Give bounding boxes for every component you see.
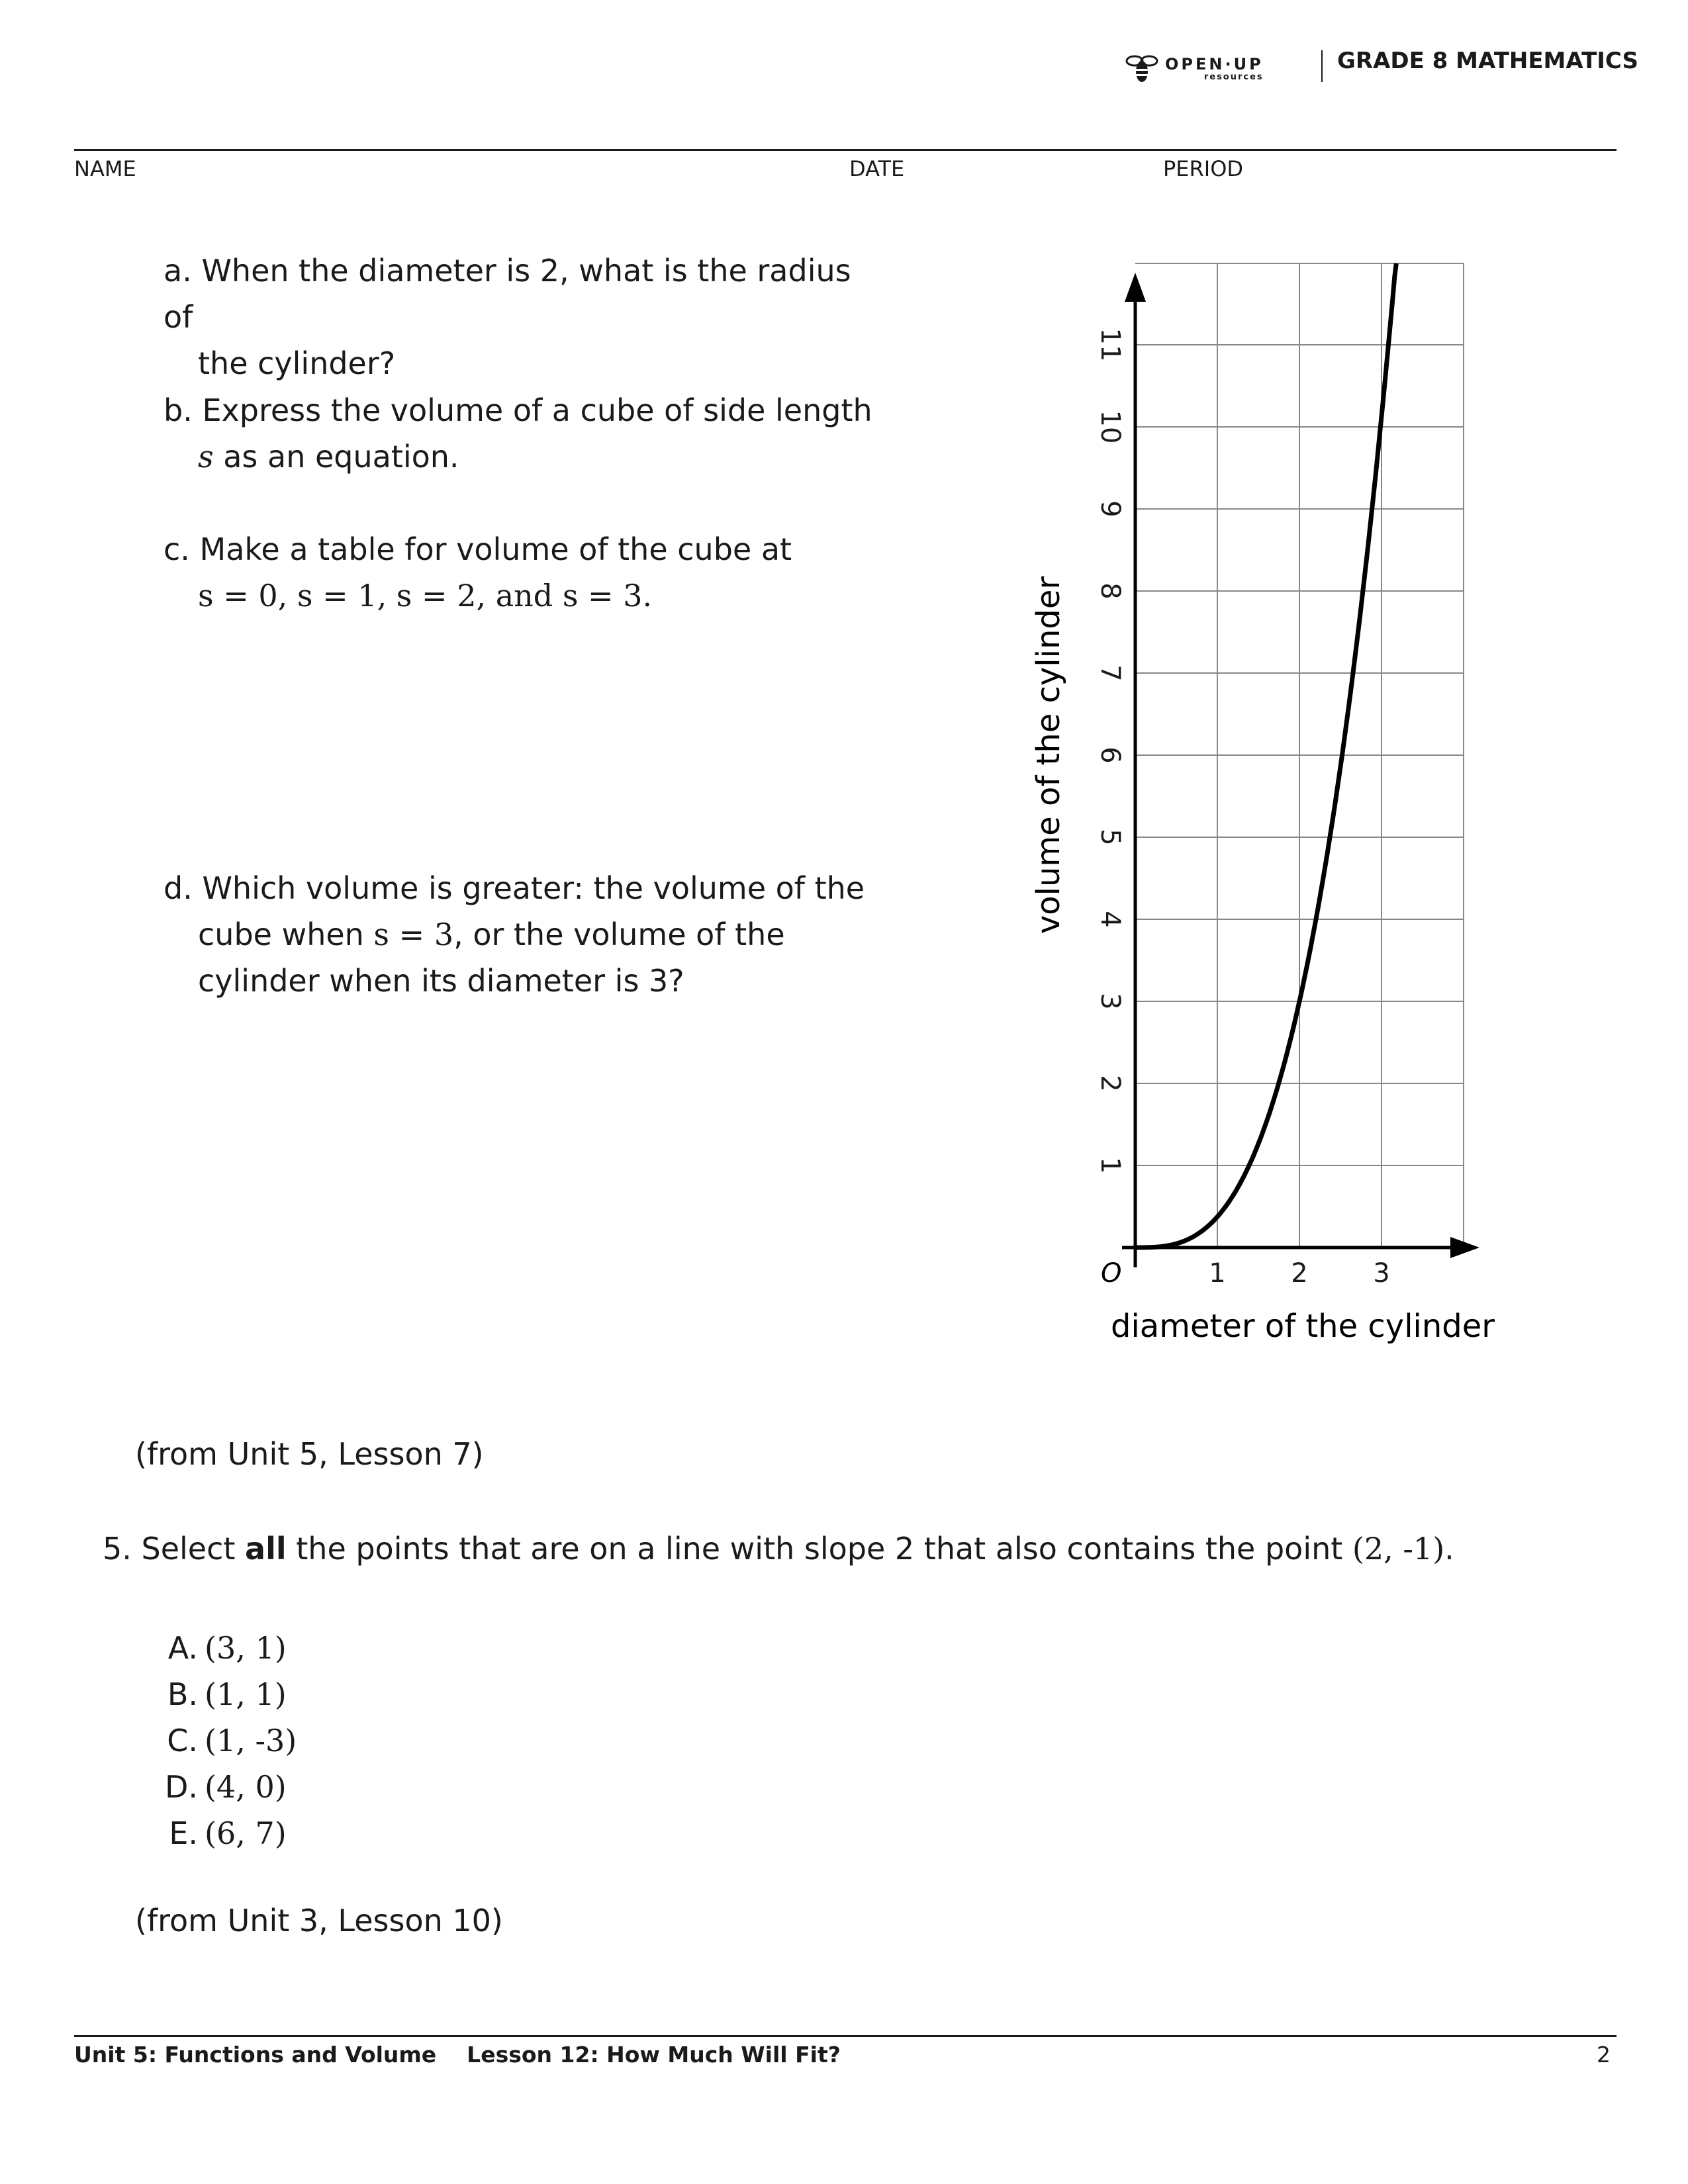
- y-tick-label: 11: [1095, 328, 1125, 362]
- part-d-math: s = 3: [373, 917, 454, 952]
- grade-title: GRADE 8 MATHEMATICS: [1337, 48, 1638, 74]
- bottom-rule: [74, 2035, 1617, 2037]
- choice-value: (1, 1): [205, 1676, 287, 1712]
- chart-axes: [1122, 273, 1479, 1267]
- part-c-line2: s = 0, s = 1, s = 2, and s = 3.: [198, 578, 653, 614]
- origin-label: O: [1101, 1258, 1122, 1289]
- source-problem-4: (from Unit 5, Lesson 7): [135, 1436, 484, 1472]
- source-problem-5: (from Unit 3, Lesson 10): [135, 1903, 503, 1938]
- problem-5-text-a: Select: [141, 1531, 246, 1567]
- problem-5-point: (2, -1): [1352, 1531, 1445, 1567]
- y-tick-label: 2: [1095, 1075, 1125, 1092]
- problem-5-bold: all: [245, 1531, 287, 1567]
- choice-c[interactable]: [161, 1717, 297, 1764]
- volume-chart: [1013, 251, 1503, 1350]
- y-tick-label: 1: [1095, 1157, 1125, 1174]
- brand-sub: resources: [1203, 71, 1264, 82]
- choice-d[interactable]: [161, 1764, 297, 1810]
- y-axis-label: volume of the cylinder: [1030, 576, 1067, 934]
- name-label: NAME: [74, 156, 136, 181]
- part-a: [164, 248, 878, 387]
- x-tick-label: 3: [1373, 1258, 1390, 1289]
- part-d-line2a: cube when: [198, 917, 374, 952]
- part-b-label: b.: [164, 392, 193, 428]
- y-tick-label: 4: [1095, 911, 1125, 928]
- y-tick-label: 8: [1095, 582, 1125, 600]
- top-rule: [74, 149, 1617, 151]
- problem-5-number: 5.: [103, 1531, 132, 1567]
- problem-5-text-b: the points that are on a line with slope 2 that also contains the point: [286, 1531, 1352, 1567]
- choice-list: [161, 1625, 297, 1856]
- choice-value: (4, 0): [205, 1769, 287, 1805]
- problem-5: [103, 1525, 1592, 1572]
- part-b-line1: Express the volume of a cube of side length: [202, 392, 872, 428]
- part-b-line2: as an equation.: [213, 439, 459, 475]
- page-number: 2: [1597, 2042, 1611, 2068]
- choice-value: (6, 7): [205, 1815, 287, 1851]
- header-separator: [1321, 50, 1323, 82]
- choice-letter: B.: [167, 1676, 198, 1712]
- part-d: [164, 865, 878, 1004]
- choice-value: (1, -3): [205, 1723, 297, 1758]
- period-label: PERIOD: [1163, 156, 1244, 181]
- problem-5-period: .: [1444, 1531, 1454, 1567]
- choice-letter: C.: [167, 1723, 198, 1758]
- y-tick-label: 9: [1095, 500, 1125, 518]
- bee-icon: [1125, 50, 1158, 87]
- chart-grid: [1135, 263, 1464, 1248]
- x-tick-label: 2: [1291, 1258, 1308, 1289]
- choice-e[interactable]: [161, 1810, 297, 1856]
- publisher-logo: [1125, 50, 1264, 87]
- part-a-line1: When the diameter is 2, what is the radius of: [164, 253, 851, 335]
- x-tick-labels: [1209, 1258, 1389, 1289]
- footer-lesson: Lesson 12: How Much Will Fit?: [467, 2042, 841, 2068]
- choice-a[interactable]: [161, 1625, 297, 1671]
- choice-letter: A.: [167, 1630, 198, 1666]
- part-c: [164, 526, 878, 619]
- brand-name: OPEN·UP: [1165, 54, 1264, 73]
- y-tick-label: 3: [1095, 993, 1125, 1010]
- footer-unit: Unit 5: Functions and Volume: [74, 2042, 437, 2068]
- part-d-line2b: , or the volume of the: [453, 917, 785, 952]
- part-c-line1: Make a table for volume of the cube at: [199, 531, 792, 567]
- choice-letter: E.: [169, 1815, 198, 1851]
- choice-b[interactable]: [161, 1671, 297, 1717]
- date-label: DATE: [849, 156, 905, 181]
- x-axis-label: diameter of the cylinder: [1110, 1308, 1495, 1345]
- y-axis-arrow-icon: [1125, 273, 1146, 302]
- part-b: [164, 387, 878, 480]
- part-b-var: s: [198, 439, 214, 475]
- footer-course: [74, 2042, 841, 2068]
- part-a-label: a.: [164, 253, 192, 289]
- x-axis-arrow-icon: [1450, 1237, 1479, 1258]
- part-c-label: c.: [164, 531, 190, 567]
- choice-letter: D.: [164, 1769, 198, 1805]
- y-tick-label: 10: [1095, 410, 1125, 444]
- part-a-line2: the cylinder?: [198, 345, 396, 381]
- y-tick-label: 6: [1095, 747, 1125, 764]
- part-d-label: d.: [164, 870, 193, 906]
- y-tick-labels: [1095, 328, 1125, 1174]
- part-d-line3: cylinder when its diameter is 3?: [198, 963, 684, 999]
- y-tick-label: 7: [1095, 664, 1125, 682]
- x-tick-label: 1: [1209, 1258, 1226, 1289]
- part-d-line1: Which volume is greater: the volume of the: [202, 870, 865, 906]
- y-tick-label: 5: [1095, 829, 1125, 846]
- choice-value: (3, 1): [205, 1630, 287, 1666]
